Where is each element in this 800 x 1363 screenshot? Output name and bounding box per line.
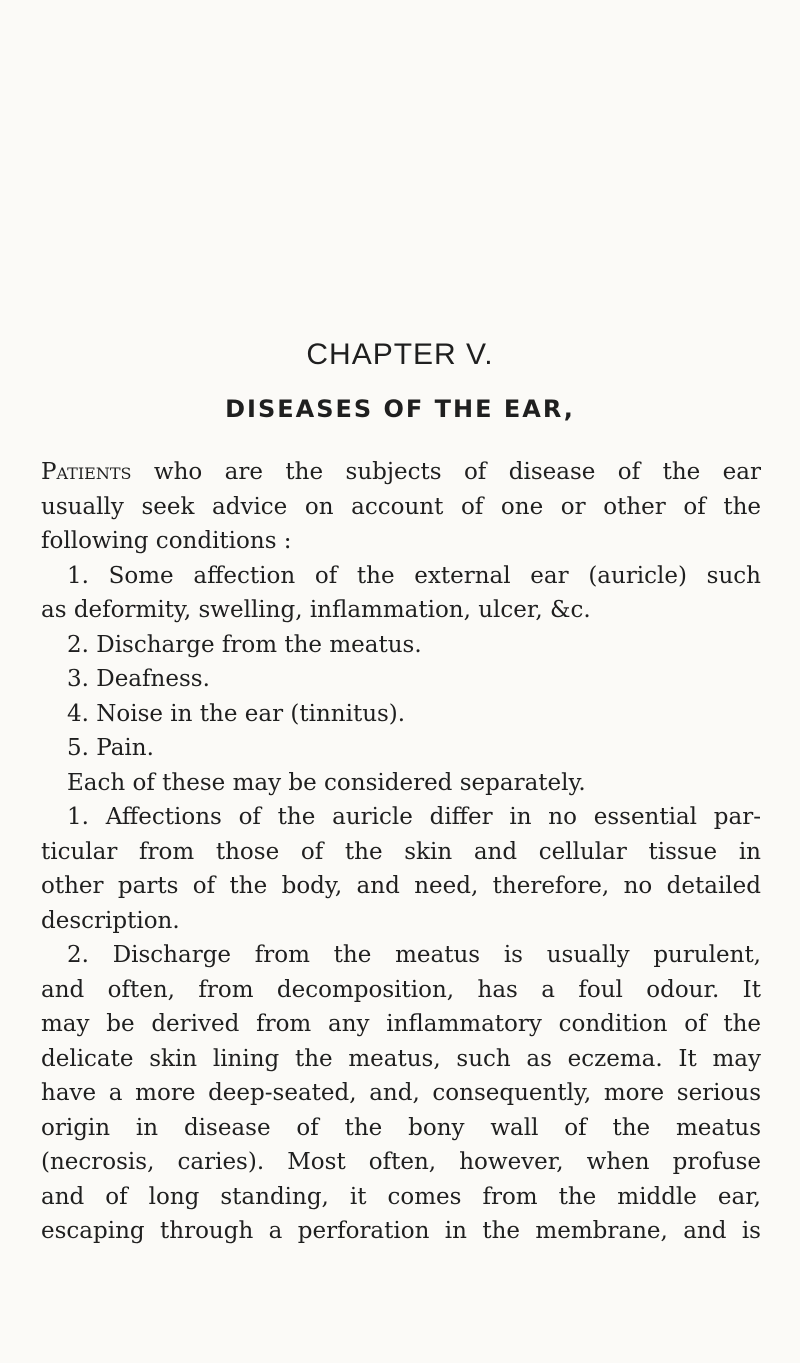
condition-5: 5. Pain. bbox=[67, 735, 154, 761]
discharge-line-9: escaping through a perforation in the membrane, and is bbox=[41, 1218, 761, 1244]
condition-3: 3. Deafness. bbox=[67, 666, 210, 692]
separately-sentence: Each of these may be considered separately. bbox=[67, 769, 586, 796]
intro-line-3: following conditions : bbox=[41, 528, 292, 554]
affections-line-4: description. bbox=[41, 907, 180, 934]
chapter-title: DISEASES OF THE EAR, bbox=[225, 395, 575, 423]
discharge-line-8: and of long standing, it comes from the middle ear, bbox=[41, 1183, 761, 1210]
discharge-line-6: origin in disease of the bony wall of the meatus bbox=[41, 1114, 761, 1141]
condition-1-line-1: 1. Some affection of the external ear (auricle) such bbox=[67, 562, 761, 589]
intro-line-1-text: who are the subjects of disease of the ear bbox=[131, 459, 761, 485]
affections-line-2: ticular from those of the skin and cellular tissue in bbox=[41, 838, 761, 865]
intro-lead-word: Patients bbox=[41, 459, 132, 485]
discharge-line-4: delicate skin lining the meatus, such as eczema. It may bbox=[41, 1045, 761, 1072]
condition-4: 4. Noise in the ear (tinnitus). bbox=[67, 700, 406, 727]
intro-line-1 bbox=[41, 455, 761, 490]
discharge-line-3: may be derived from any inflammatory condition of the bbox=[41, 1011, 761, 1037]
condition-1-line-2: as deformity, swelling, inflammation, ulcer, &c. bbox=[41, 597, 591, 623]
discharge-line-5: have a more deep-seated, and, consequently, more serious bbox=[41, 1080, 761, 1106]
condition-2: 2. Discharge from the meatus. bbox=[67, 631, 422, 658]
affections-line-1: 1. Affections of the auricle differ in no essential par- bbox=[67, 804, 761, 830]
page-body bbox=[41, 455, 761, 1249]
affections-line-3: other parts of the body, and need, therefore, no detailed bbox=[41, 873, 761, 899]
discharge-line-1: 2. Discharge from the meatus is usually purulent, bbox=[67, 942, 761, 968]
intro-line-2: usually seek advice on account of one or other of the bbox=[41, 493, 761, 520]
discharge-line-7: (necrosis, caries). Most often, however, when profuse bbox=[41, 1149, 761, 1175]
chapter-heading: CHAPTER V. bbox=[306, 338, 494, 371]
discharge-line-2: and often, from decomposition, has a foul odour. It bbox=[41, 976, 761, 1003]
